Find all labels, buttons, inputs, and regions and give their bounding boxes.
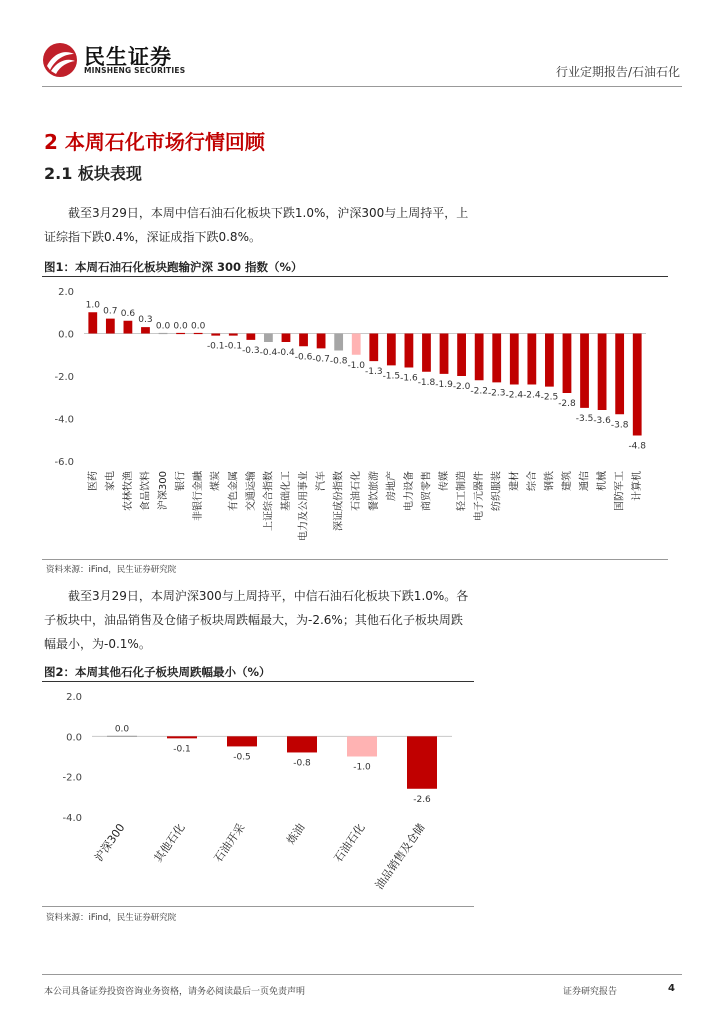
chart0-category-label: 电子元器件: [474, 471, 486, 521]
chart0-bar: [176, 333, 185, 334]
figure-1-top-rule: [42, 276, 668, 277]
chart0-category-label: 计算机: [632, 471, 644, 501]
chart0-data-label: -2.4: [523, 390, 541, 401]
chart0-category-label: 轻工制造: [456, 471, 468, 511]
chart1-ytick-label: 2.0: [66, 692, 82, 703]
chart0-data-label: -1.6: [400, 373, 418, 384]
chart0-bar: [352, 334, 361, 355]
chart0-data-label: -2.2: [470, 386, 488, 397]
chart0-bar: [229, 334, 238, 336]
chart0-category-label: 家电: [105, 471, 117, 491]
chart0-bar: [194, 333, 203, 334]
chart0-data-label: 0.6: [120, 308, 136, 319]
chart1-category-label: 石油石化: [331, 821, 368, 865]
chart0-data-label: -2.5: [540, 392, 559, 403]
chart0-bar: [106, 319, 115, 334]
chart0-bar: [633, 334, 642, 436]
figure-2-bottom-rule: [42, 906, 474, 907]
chart0-bar: [141, 327, 150, 333]
chart0-bar: [457, 334, 466, 377]
chart0-category-label: 商贸零售: [421, 471, 433, 511]
chart1-bar: [287, 736, 317, 752]
chart1-ytick-label: 0.0: [66, 732, 82, 744]
chart0-data-label: -3.5: [575, 413, 594, 424]
chart0-category-label: 机械: [597, 471, 609, 491]
chart0-category-label: 传媒: [439, 471, 451, 491]
chart0-category-label: 石油石化: [351, 471, 363, 511]
chart0-category-label: 纺织服装: [491, 471, 503, 511]
chart0-category-label: 建材: [509, 471, 521, 491]
chart0-bar: [527, 334, 536, 385]
chart0-category-label: 电力设备: [403, 471, 415, 511]
chart0-category-label: 农林牧渔: [122, 471, 134, 511]
chart0-data-label: 0.0: [173, 321, 188, 332]
chart1-category-label: 炼油: [284, 821, 308, 847]
chart0-bar: [615, 334, 624, 415]
chart0-category-label: 电力及公用事业: [298, 471, 310, 541]
chart0-bar: [282, 334, 291, 343]
chart1-category-label: 沪深300: [92, 821, 128, 864]
footer-report-label: 证券研究报告: [563, 987, 618, 997]
chart0-data-label: -0.1: [206, 341, 225, 352]
footer-divider: [42, 974, 682, 975]
chart0-data-label: -2.8: [558, 399, 576, 409]
chart0-bar: [387, 334, 396, 366]
chart0-category-label: 有色金属: [228, 471, 240, 511]
chart1-bar: [107, 736, 137, 737]
chart0-data-label: -1.9: [435, 379, 453, 390]
header-divider: [42, 86, 682, 87]
chart0-bar: [334, 334, 343, 351]
chart0-ytick-label: 0.0: [58, 329, 74, 341]
chart0-data-label: -0.6: [294, 352, 313, 363]
chart0-bar: [563, 334, 572, 394]
chart0-bar: [510, 334, 519, 385]
chart0-bar: [299, 334, 308, 347]
paragraph-market-summary: 截至3月29日，本周中信石油石化板块下跌1.0%，沪深300与上周持平，上证综指下跌0.4%，深证成指下跌0.8%。: [44, 206, 469, 244]
chart0-category-label: 建筑: [561, 471, 573, 491]
chart0-category-label: 通信: [579, 471, 591, 491]
chart0-data-label: -1.3: [365, 367, 383, 378]
chart0-data-label: -2.4: [505, 390, 524, 401]
chart0-bar: [369, 334, 378, 362]
chart0-data-label: 0.0: [190, 321, 206, 332]
chart1-data-label: 0.0: [114, 724, 130, 735]
chart0-data-label: -1.5: [382, 371, 401, 382]
figure-2-top-rule: [42, 681, 474, 682]
chart1-bar: [167, 736, 197, 738]
figure-1-title: 图1：本周石油石化板块跑输沪深 300 指数（%）: [44, 260, 303, 274]
figure-1-source: 资料来源：iFind，民生证券研究院: [46, 565, 177, 575]
chart0-data-label: 0.3: [138, 315, 153, 326]
chart0-bar: [88, 312, 97, 333]
chart0-category-label: 银行: [175, 471, 187, 491]
chart0-category-label: 交通运输: [245, 471, 257, 511]
chart0-ytick-label: 2.0: [58, 287, 74, 298]
chart0-category-label: 房地产: [386, 471, 398, 501]
chart0-category-label: 沪深300: [158, 471, 170, 511]
chart0-data-label: 1.0: [85, 300, 100, 311]
chart0-data-label: -0.1: [224, 341, 243, 352]
chart0-data-label: -2.0: [452, 382, 471, 392]
chart0-category-label: 汽车: [316, 471, 328, 491]
chart0-bar: [405, 334, 414, 368]
chart1-bar: [227, 736, 257, 746]
figure-1-chart: [42, 279, 672, 557]
page-number: 4: [668, 983, 675, 994]
chart1-data-label: -0.8: [293, 758, 311, 769]
chart0-ytick-label: -4.0: [54, 414, 74, 426]
chart0-bar: [580, 334, 589, 408]
paragraph-subsector-summary: 截至3月29日，本周沪深300与上周持平，中信石油石化板块下跌1.0%。各子板块中，油品销售及仓储子板块周跌幅最大，为-2.6%；其他石化子板块周跌幅最小，为-0.1%。: [44, 589, 469, 651]
chart0-data-label: 0.0: [155, 321, 171, 332]
logo-english-name: MINSHENG SECURITIES: [84, 66, 186, 75]
chart0-data-label: -0.4: [259, 348, 278, 358]
chart0-ytick-label: -2.0: [54, 372, 74, 383]
figure-2-source: 资料来源：iFind，民生证券研究院: [46, 913, 177, 923]
chart0-category-label: 基础化工: [280, 471, 292, 511]
report-type-label: 行业定期报告/石油石化: [555, 65, 680, 79]
figure-2-chart: [42, 684, 476, 904]
chart0-bar: [422, 334, 431, 372]
chart0-category-label: 深证成份指数: [333, 471, 345, 531]
chart0-bar: [440, 334, 449, 374]
logo-chinese-name: 民生证券: [84, 45, 172, 69]
figure-1-bottom-rule: [42, 559, 668, 560]
chart0-bar: [211, 334, 220, 336]
chart0-category-label: 食品饮料: [140, 471, 152, 511]
section-title: 2 本周石化市场行情回顾: [44, 130, 265, 154]
chart0-bar: [264, 334, 273, 343]
chart1-category-label: 油品销售及仓储: [372, 821, 428, 892]
chart1-data-label: -0.5: [233, 752, 251, 763]
chart0-bar: [317, 334, 326, 349]
subsection-title: 2.1 板块表现: [44, 164, 142, 183]
footer-disclaimer: 本公司具备证券投资咨询业务资格，请务必阅读最后一页免责声明: [44, 987, 306, 997]
chart1-bar: [347, 736, 377, 756]
chart0-bar: [124, 321, 133, 334]
chart0-bar: [475, 334, 484, 381]
chart0-bar: [492, 334, 501, 383]
chart1-category-label: 其他石化: [151, 821, 188, 865]
chart0-data-label: -0.3: [242, 345, 260, 356]
chart1-data-label: -1.0: [353, 762, 371, 773]
minsheng-logo-icon: [42, 42, 78, 78]
chart1-data-label: -0.1: [173, 744, 191, 755]
chart1-ytick-label: -2.0: [62, 772, 82, 784]
chart0-bar: [159, 333, 168, 334]
chart0-category-label: 钢铁: [544, 471, 556, 491]
chart0-category-label: 煤炭: [210, 471, 222, 491]
chart0-ytick-label: -6.0: [54, 457, 74, 468]
chart0-data-label: -4.8: [628, 441, 646, 452]
chart1-data-label: -2.6: [413, 794, 431, 805]
chart0-category-label: 餐饮旅游: [368, 471, 380, 511]
chart1-ytick-label: -4.0: [62, 813, 82, 824]
chart0-category-label: 国防军工: [614, 471, 626, 511]
chart0-category-label: 上证综合指数: [263, 471, 275, 531]
chart0-data-label: -1.0: [347, 360, 365, 371]
chart0-data-label: 0.7: [103, 306, 118, 317]
chart0-data-label: -1.8: [417, 377, 436, 388]
chart1-bar: [407, 736, 437, 788]
chart0-data-label: -0.8: [329, 356, 348, 367]
chart0-bar: [246, 334, 255, 340]
chart0-data-label: -0.4: [277, 348, 295, 358]
chart1-category-label: 石油开采: [211, 821, 248, 865]
chart0-category-label: 非银行金融: [193, 471, 205, 521]
chart0-data-label: -2.3: [487, 388, 506, 399]
chart0-category-label: 综合: [526, 471, 538, 491]
chart0-category-label: 医药: [87, 471, 99, 491]
chart0-bar: [598, 334, 607, 411]
chart0-data-label: -0.7: [312, 354, 330, 365]
figure-2-title: 图2：本周其他石化子板块周跌幅最小（%）: [44, 665, 271, 679]
chart0-bar: [545, 334, 554, 387]
chart0-data-label: -3.8: [610, 420, 629, 431]
chart0-data-label: -3.6: [593, 416, 611, 426]
